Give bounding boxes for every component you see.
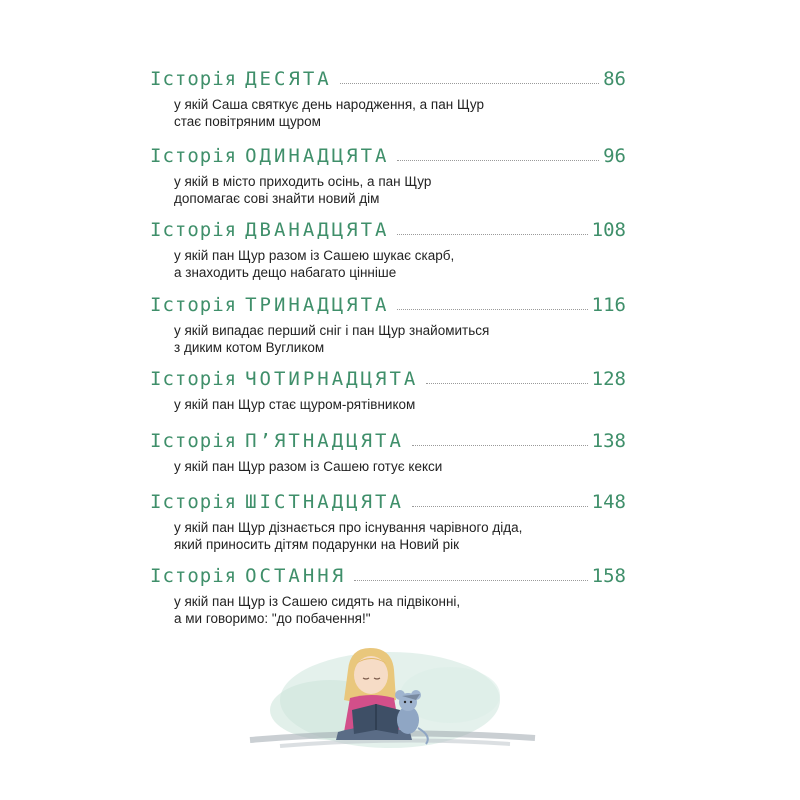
dot-leader — [340, 82, 599, 84]
story-title: Історія ДЕСЯТА — [150, 68, 332, 90]
mouse-eye — [404, 701, 406, 703]
toc-entry-15 — [150, 426, 626, 475]
toc-entry-12 — [150, 215, 626, 281]
story-title: Історія ТРИНАДЦЯТА — [150, 294, 390, 316]
page-number: 148 — [591, 491, 626, 513]
dot-leader — [412, 444, 588, 446]
story-description: у якій пан Щур разом із Сашею шукає скарб, а знаходить дещо набагато цінніше — [174, 248, 455, 280]
page-number: 138 — [591, 430, 626, 452]
story-title: Історія ОДИНАДЦЯТА — [150, 145, 390, 167]
page-number: 108 — [591, 219, 626, 241]
toc-entry-16 — [150, 487, 626, 553]
page-number: 128 — [591, 368, 626, 390]
page-number: 96 — [603, 145, 626, 167]
dot-leader — [354, 579, 588, 581]
toc-entry-10 — [150, 64, 626, 130]
girl-reading-with-mouse-illustration — [240, 640, 540, 760]
story-title: Історія ДВАНАДЦЯТА — [150, 219, 390, 241]
story-description: у якій Саша святкує день народження, а пан Щур стає повітряним щуром — [174, 97, 485, 129]
toc-entry-11 — [150, 141, 626, 207]
toc-entry-13 — [150, 290, 626, 356]
story-description: у якій в місто приходить осінь, а пан Щур допомагає сові знайти новий дім — [174, 174, 432, 206]
dot-leader — [397, 159, 599, 161]
story-title: Історія ЧОТИРНАДЦЯТА — [150, 368, 419, 390]
story-description: у якій випадає перший сніг і пан Щур знайомиться з диким котом Вугликом — [174, 323, 490, 355]
story-title: Історія ШІСТНАДЦЯТА — [150, 491, 404, 513]
story-title: Історія ОСТАННЯ — [150, 565, 347, 587]
story-description: у якій пан Щур із Сашею сидять на підвіконні, а ми говоримо: "до побачення!" — [174, 594, 461, 626]
story-title: Історія П’ЯТНАДЦЯТА — [150, 430, 404, 452]
dot-leader — [397, 233, 587, 235]
story-description: у якій пан Щур стає щуром-рятівником — [174, 397, 416, 412]
mouse-ear — [395, 690, 405, 700]
toc-entry-14 — [150, 364, 626, 413]
story-description: у якій пан Щур разом із Сашею готує кекси — [174, 459, 443, 474]
dot-leader — [426, 382, 587, 384]
mouse-eye — [410, 701, 412, 703]
toc-entry-last — [150, 561, 626, 627]
dot-leader — [397, 308, 587, 310]
page-number: 116 — [591, 294, 626, 316]
page-number: 158 — [591, 565, 626, 587]
dot-leader — [412, 505, 588, 507]
page-number: 86 — [603, 68, 626, 90]
story-description: у якій пан Щур дізнається про існування чарівного діда, який приносить дітям подарунки на Новий рік — [174, 520, 523, 552]
